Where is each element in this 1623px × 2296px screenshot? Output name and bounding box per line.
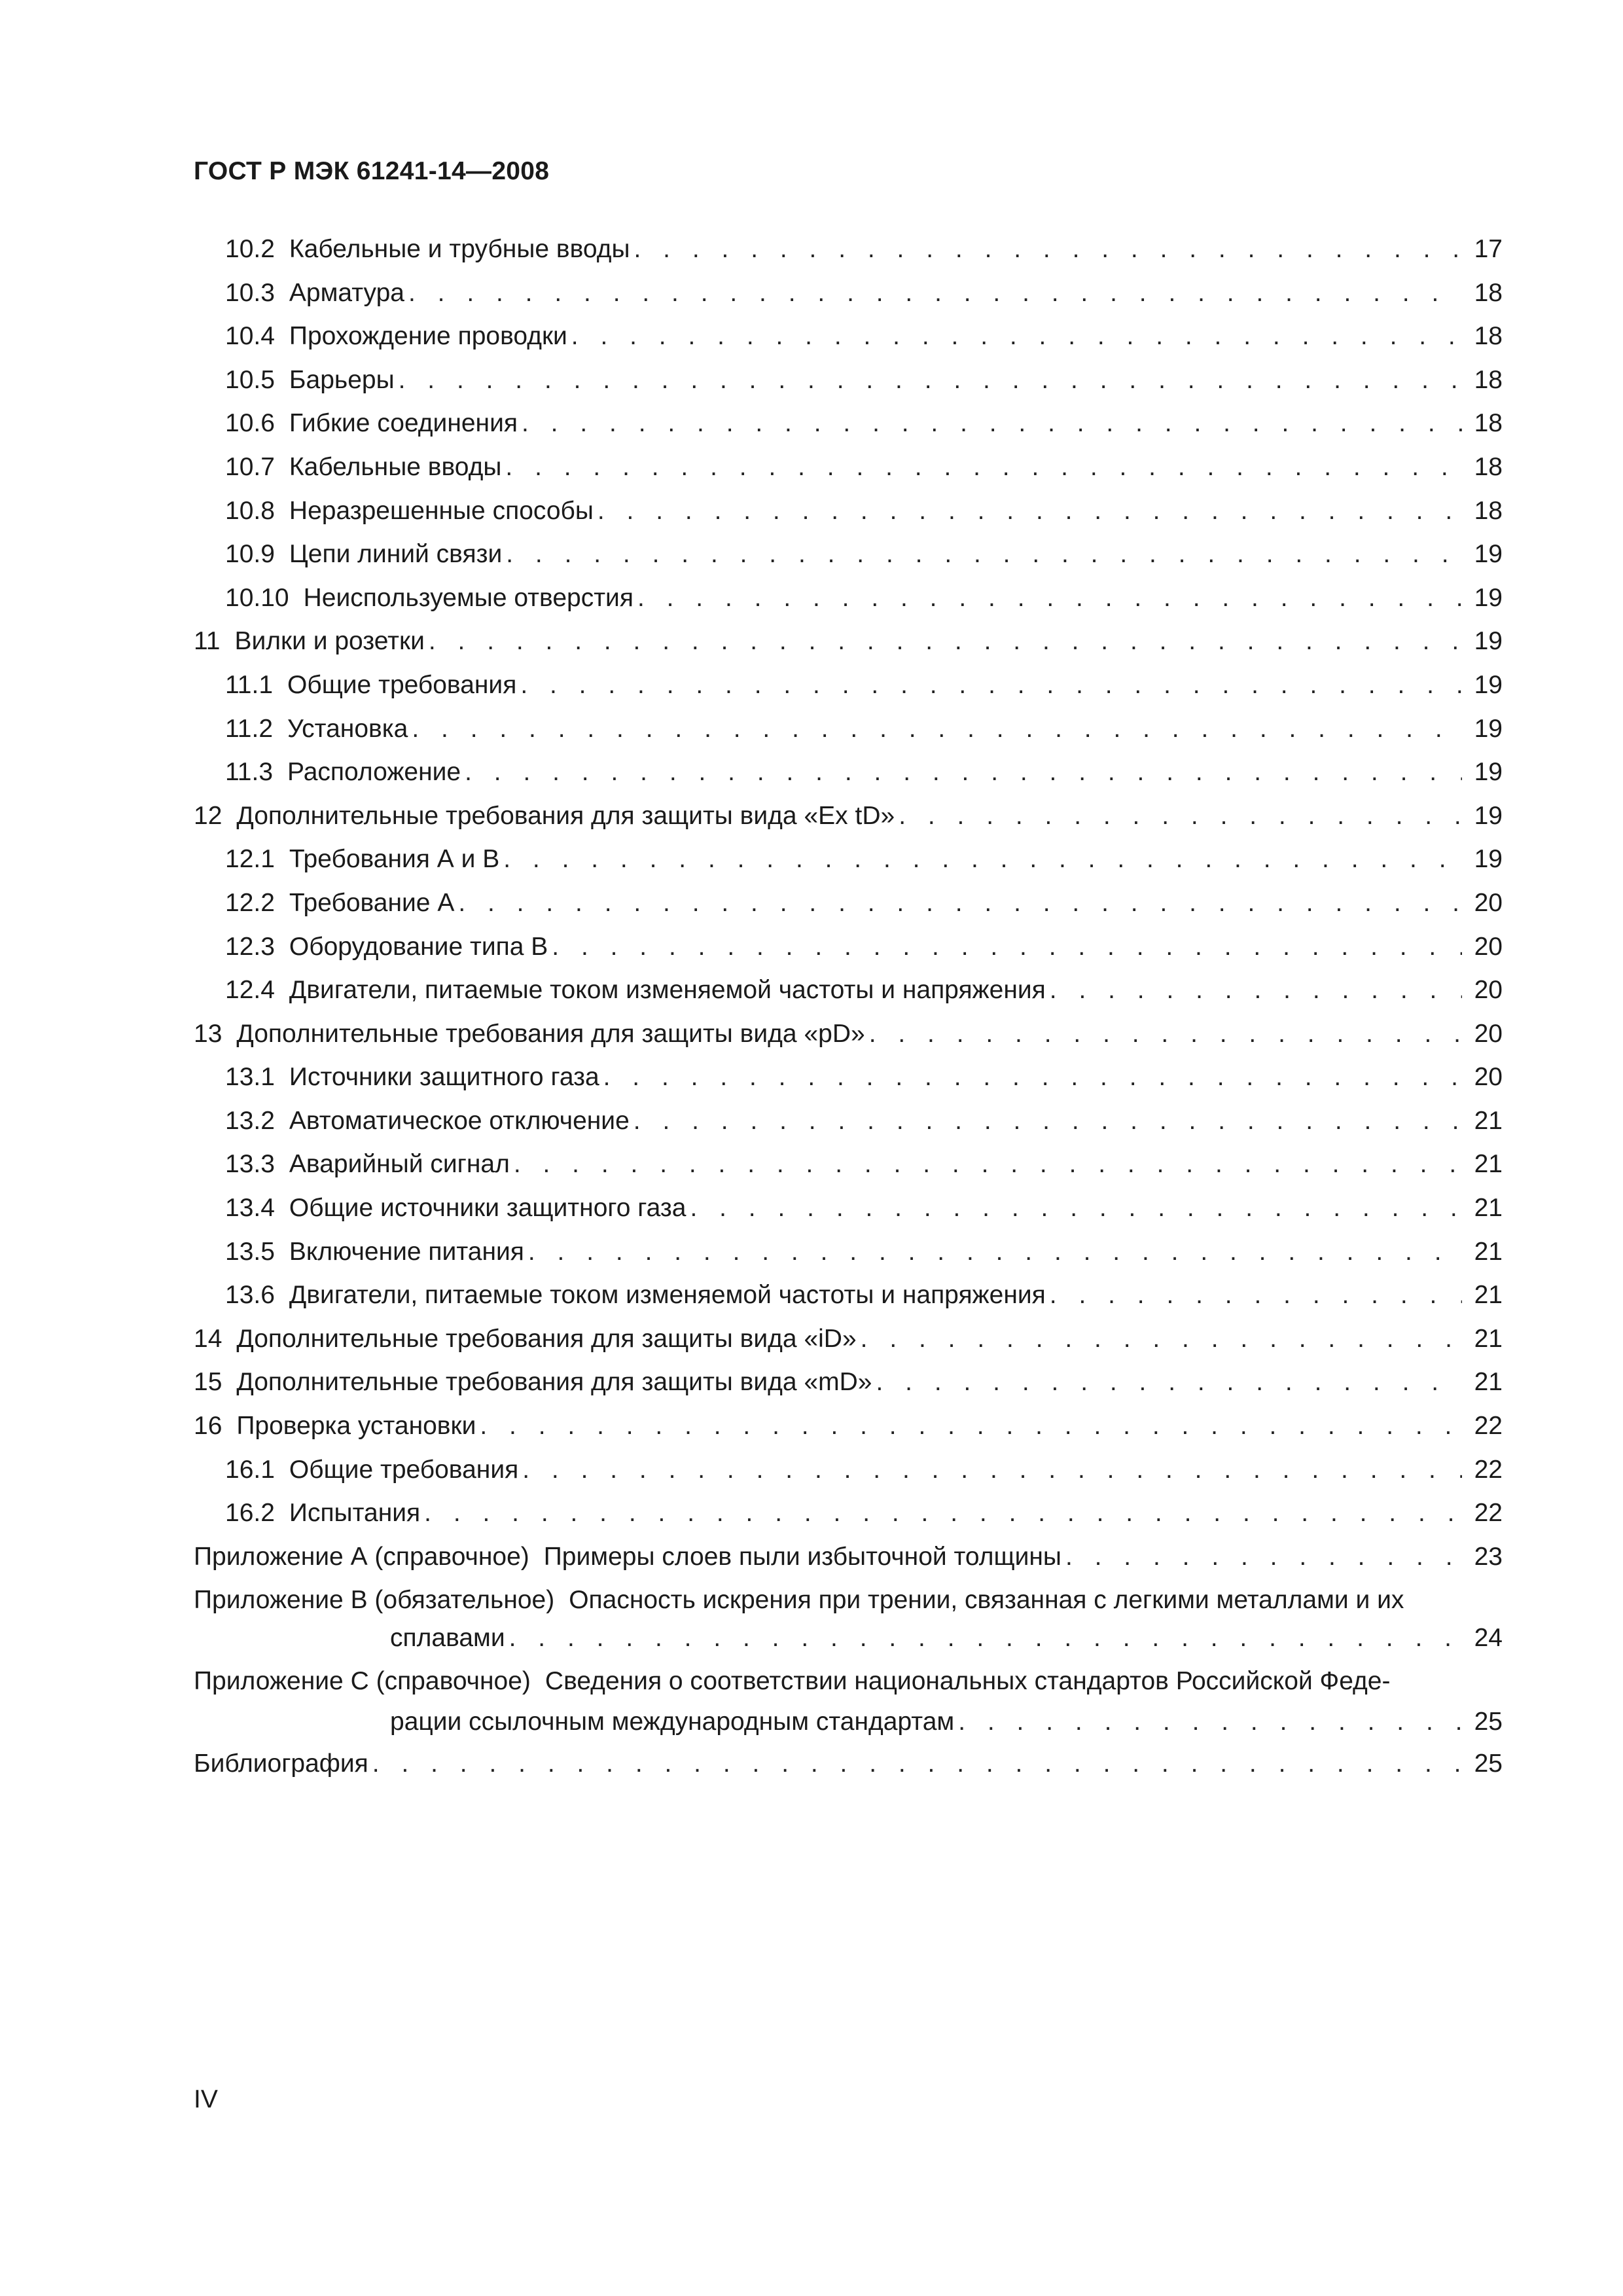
appendix-c-page: 25 bbox=[1474, 1708, 1503, 1736]
toc-entries bbox=[194, 228, 1503, 1535]
appendix-b-title-continued: сплавами bbox=[390, 1624, 505, 1653]
toc-entry-number: 13.1 bbox=[225, 1063, 275, 1092]
toc-entry[interactable] bbox=[194, 359, 1503, 403]
toc-entry[interactable] bbox=[194, 446, 1503, 490]
toc-entry-page: 21 bbox=[1474, 1324, 1503, 1353]
dot-leader bbox=[876, 1361, 1463, 1405]
toc-entry-number: 10.8 bbox=[225, 496, 275, 525]
toc-entry[interactable] bbox=[194, 402, 1503, 446]
toc-entry-number: 12.2 bbox=[225, 888, 275, 917]
appendix-c-title-continued: рации ссылочным международным стандартам bbox=[390, 1708, 955, 1736]
dot-leader bbox=[528, 1230, 1462, 1274]
toc-entry-title: Неиспользуемые отверстия bbox=[303, 583, 633, 612]
toc-entry-title: Автоматическое отключение bbox=[289, 1106, 630, 1135]
toc-entry-page: 19 bbox=[1474, 583, 1503, 612]
toc-entry-title: Общие требования bbox=[289, 1455, 519, 1484]
page-number: IV bbox=[194, 2085, 218, 2113]
dot-leader bbox=[571, 315, 1462, 359]
toc-entry-page: 20 bbox=[1474, 976, 1503, 1005]
toc-entry-page: 22 bbox=[1474, 1455, 1503, 1484]
toc-entry-number: 13.4 bbox=[225, 1194, 275, 1223]
toc-entry-title: Источники защитного газа bbox=[289, 1063, 599, 1092]
toc-entry-title: Проверка установки bbox=[236, 1412, 476, 1441]
toc-entry[interactable] bbox=[194, 228, 1503, 272]
toc-entry-number: 10.5 bbox=[225, 365, 275, 394]
toc-entry[interactable] bbox=[194, 795, 1503, 838]
toc-entry-title: Требования А и В bbox=[289, 845, 500, 874]
toc-entry[interactable] bbox=[194, 1013, 1503, 1056]
appendix-b-title: Опасность искрения при трении, связанная с легкими металлами и их bbox=[569, 1586, 1404, 1615]
toc-entry-number: 10.4 bbox=[225, 322, 275, 351]
dot-leader bbox=[552, 925, 1462, 969]
toc-entry-number: 10.6 bbox=[225, 409, 275, 438]
toc-entry-number: 14 bbox=[194, 1324, 223, 1353]
toc-entry[interactable] bbox=[194, 533, 1503, 577]
toc-entry-page: 21 bbox=[1474, 1106, 1503, 1135]
toc-entry[interactable] bbox=[194, 577, 1503, 620]
appendix-a-page: 23 bbox=[1474, 1542, 1503, 1571]
appendix-a-label: Приложение А (справочное) bbox=[194, 1542, 529, 1571]
appendix-a-title: Примеры слоев пыли избыточной толщины bbox=[543, 1542, 1061, 1571]
toc-entry-title: Цепи линий связи bbox=[289, 540, 503, 569]
toc-entry-number: 11.2 bbox=[225, 714, 274, 743]
dot-leader bbox=[408, 272, 1462, 315]
toc-entry[interactable] bbox=[194, 1056, 1503, 1100]
toc-entry[interactable] bbox=[194, 708, 1503, 751]
toc-entry[interactable] bbox=[194, 315, 1503, 359]
dot-leader bbox=[958, 1700, 1462, 1744]
toc-entry-number: 13 bbox=[194, 1019, 223, 1048]
dot-leader bbox=[429, 620, 1462, 664]
toc-entry-page: 19 bbox=[1474, 801, 1503, 830]
toc-entry-title: Арматура bbox=[289, 278, 404, 307]
dot-leader bbox=[424, 1492, 1462, 1535]
toc-entry[interactable] bbox=[194, 1100, 1503, 1143]
toc-entry-page: 19 bbox=[1474, 845, 1503, 874]
toc-entry[interactable] bbox=[194, 1187, 1503, 1230]
toc-entry-page: 19 bbox=[1474, 670, 1503, 699]
toc-entry-title: Общие требования bbox=[287, 670, 517, 699]
toc-entry-page: 21 bbox=[1474, 1237, 1503, 1266]
toc-entry-page: 19 bbox=[1474, 714, 1503, 743]
dot-leader bbox=[869, 1013, 1462, 1056]
dot-leader bbox=[637, 577, 1462, 620]
toc-entry-number: 12.3 bbox=[225, 932, 275, 961]
toc-entry-page: 18 bbox=[1474, 365, 1503, 394]
dot-leader bbox=[634, 228, 1462, 272]
table-of-contents bbox=[194, 228, 1503, 1786]
toc-entry-title: Дополнительные требования для защиты вида «Ex tD» bbox=[236, 801, 895, 830]
toc-entry-number: 13.2 bbox=[225, 1106, 275, 1135]
toc-entry-title: Дополнительные требования для защиты вида «pD» bbox=[236, 1019, 865, 1048]
dot-leader bbox=[899, 795, 1462, 838]
toc-entry[interactable] bbox=[194, 664, 1503, 708]
toc-entry-page: 22 bbox=[1474, 1412, 1503, 1441]
dot-leader bbox=[509, 1617, 1462, 1660]
toc-entry-bibliography[interactable] bbox=[194, 1742, 1503, 1786]
dot-leader bbox=[465, 751, 1462, 795]
appendix-c-title: Сведения о соответствии национальных стандартов Российской Феде- bbox=[544, 1667, 1391, 1696]
toc-entry[interactable] bbox=[194, 490, 1503, 533]
toc-entry[interactable] bbox=[194, 1143, 1503, 1187]
toc-entry-page: 20 bbox=[1474, 1063, 1503, 1092]
toc-entry-page: 18 bbox=[1474, 409, 1503, 438]
toc-entry-number: 13.6 bbox=[225, 1281, 275, 1310]
dot-leader bbox=[522, 1448, 1462, 1492]
dot-leader bbox=[503, 838, 1462, 882]
toc-entry-title: Аварийный сигнал bbox=[289, 1150, 510, 1179]
toc-entry[interactable] bbox=[194, 1318, 1503, 1361]
toc-entry[interactable] bbox=[194, 882, 1503, 925]
dot-leader bbox=[1065, 1535, 1462, 1579]
toc-entry-title: Двигатели, питаемые током изменяемой частоты и напряжения bbox=[289, 1281, 1046, 1310]
toc-entry-number: 12 bbox=[194, 801, 223, 830]
toc-entry[interactable] bbox=[194, 1230, 1503, 1274]
toc-entry-number: 15 bbox=[194, 1368, 223, 1397]
toc-entry-title: Общие источники защитного газа bbox=[289, 1194, 687, 1223]
toc-entry-title: Кабельные и трубные вводы bbox=[289, 235, 630, 263]
toc-entry-page: 18 bbox=[1474, 452, 1503, 481]
toc-entry-number: 12.4 bbox=[225, 976, 275, 1005]
toc-entry[interactable] bbox=[194, 751, 1503, 795]
toc-entry-number: 16 bbox=[194, 1412, 223, 1441]
toc-entry-appendix-c[interactable] bbox=[194, 1660, 1503, 1742]
appendix-b-page: 24 bbox=[1474, 1624, 1503, 1653]
toc-entry[interactable] bbox=[194, 1492, 1503, 1535]
toc-entry-title: Дополнительные требования для защиты вида «mD» bbox=[236, 1368, 872, 1397]
toc-entry[interactable] bbox=[194, 620, 1503, 664]
toc-entry-title: Двигатели, питаемые током изменяемой частоты и напряжения bbox=[289, 976, 1046, 1005]
toc-entry-title: Неразрешенные способы bbox=[289, 496, 594, 525]
dot-leader bbox=[690, 1187, 1462, 1230]
toc-entry[interactable] bbox=[194, 1361, 1503, 1405]
dot-leader bbox=[514, 1143, 1462, 1187]
dot-leader bbox=[1050, 1274, 1462, 1318]
toc-entry-page: 20 bbox=[1474, 888, 1503, 917]
dot-leader bbox=[597, 490, 1462, 533]
toc-entry-page: 21 bbox=[1474, 1368, 1503, 1397]
toc-entry[interactable] bbox=[194, 1448, 1503, 1492]
toc-entry-appendix-b[interactable] bbox=[194, 1579, 1503, 1660]
toc-entry-number: 16.1 bbox=[225, 1455, 275, 1484]
dot-leader bbox=[505, 446, 1462, 490]
dot-leader bbox=[399, 359, 1462, 403]
dot-leader bbox=[520, 664, 1462, 708]
toc-entry-number: 13.5 bbox=[225, 1237, 275, 1266]
toc-entry-title: Расположение bbox=[287, 758, 461, 787]
toc-entry-page: 21 bbox=[1474, 1281, 1503, 1310]
dot-leader bbox=[480, 1405, 1462, 1448]
toc-entry[interactable] bbox=[194, 1405, 1503, 1448]
dot-leader bbox=[1050, 969, 1462, 1013]
toc-entry-page: 20 bbox=[1474, 932, 1503, 961]
toc-entry-title: Оборудование типа В bbox=[289, 932, 548, 961]
toc-entry-title: Гибкие соединения bbox=[289, 409, 518, 438]
toc-entry-number: 12.1 bbox=[225, 845, 275, 874]
toc-entry-title: Требование А bbox=[289, 888, 455, 917]
dot-leader bbox=[861, 1318, 1462, 1361]
toc-entry-page: 19 bbox=[1474, 627, 1503, 656]
toc-entry[interactable] bbox=[194, 1274, 1503, 1318]
toc-entry-number: 11.1 bbox=[225, 670, 274, 699]
dot-leader bbox=[458, 882, 1462, 925]
toc-entry-title: Включение питания bbox=[289, 1237, 524, 1266]
toc-entry[interactable] bbox=[194, 925, 1503, 969]
dot-leader bbox=[372, 1742, 1462, 1786]
toc-entry-title: Дополнительные требования для защиты вида «iD» bbox=[236, 1324, 857, 1353]
toc-entry-number: 11.3 bbox=[225, 758, 274, 787]
dot-leader bbox=[633, 1100, 1462, 1143]
toc-entry-number: 10.7 bbox=[225, 452, 275, 481]
toc-entry-page: 18 bbox=[1474, 496, 1503, 525]
toc-entry-appendix-a[interactable] bbox=[194, 1535, 1503, 1579]
bibliography-title: Библиография bbox=[194, 1749, 368, 1778]
dot-leader bbox=[506, 533, 1462, 577]
toc-entry-number: 13.3 bbox=[225, 1150, 275, 1179]
toc-entry-number: 10.3 bbox=[225, 278, 275, 307]
toc-entry-number: 11 bbox=[194, 627, 221, 656]
dot-leader bbox=[522, 402, 1462, 446]
toc-entry-number: 10.10 bbox=[225, 583, 289, 612]
toc-entry-page: 21 bbox=[1474, 1150, 1503, 1179]
toc-entry-page: 19 bbox=[1474, 758, 1503, 787]
toc-entry-page: 22 bbox=[1474, 1499, 1503, 1528]
toc-entry-page: 20 bbox=[1474, 1019, 1503, 1048]
toc-entry[interactable] bbox=[194, 838, 1503, 882]
toc-entry-title: Установка bbox=[287, 714, 408, 743]
toc-entry-title: Испытания bbox=[289, 1499, 421, 1528]
toc-entry-title: Барьеры bbox=[289, 365, 395, 394]
toc-entry[interactable] bbox=[194, 272, 1503, 315]
appendix-b-label: Приложение В (обязательное) bbox=[194, 1586, 555, 1615]
bibliography-page: 25 bbox=[1474, 1749, 1503, 1778]
toc-entry[interactable] bbox=[194, 969, 1503, 1013]
toc-entry-page: 18 bbox=[1474, 278, 1503, 307]
toc-entry-page: 17 bbox=[1474, 235, 1503, 263]
toc-entry-number: 10.2 bbox=[225, 235, 275, 263]
toc-entry-number: 10.9 bbox=[225, 540, 275, 569]
toc-entry-number: 16.2 bbox=[225, 1499, 275, 1528]
dot-leader bbox=[412, 708, 1462, 751]
toc-entry-title: Вилки и розетки bbox=[234, 627, 425, 656]
toc-entry-title: Кабельные вводы bbox=[289, 452, 502, 481]
toc-entry-title: Прохождение проводки bbox=[289, 322, 567, 351]
toc-entry-page: 18 bbox=[1474, 322, 1503, 351]
document-header-title: ГОСТ Р МЭК 61241-14—2008 bbox=[194, 157, 550, 185]
toc-entry-page: 19 bbox=[1474, 540, 1503, 569]
appendix-c-label: Приложение С (справочное) bbox=[194, 1667, 531, 1696]
toc-entry-page: 21 bbox=[1474, 1194, 1503, 1223]
dot-leader bbox=[603, 1056, 1462, 1100]
